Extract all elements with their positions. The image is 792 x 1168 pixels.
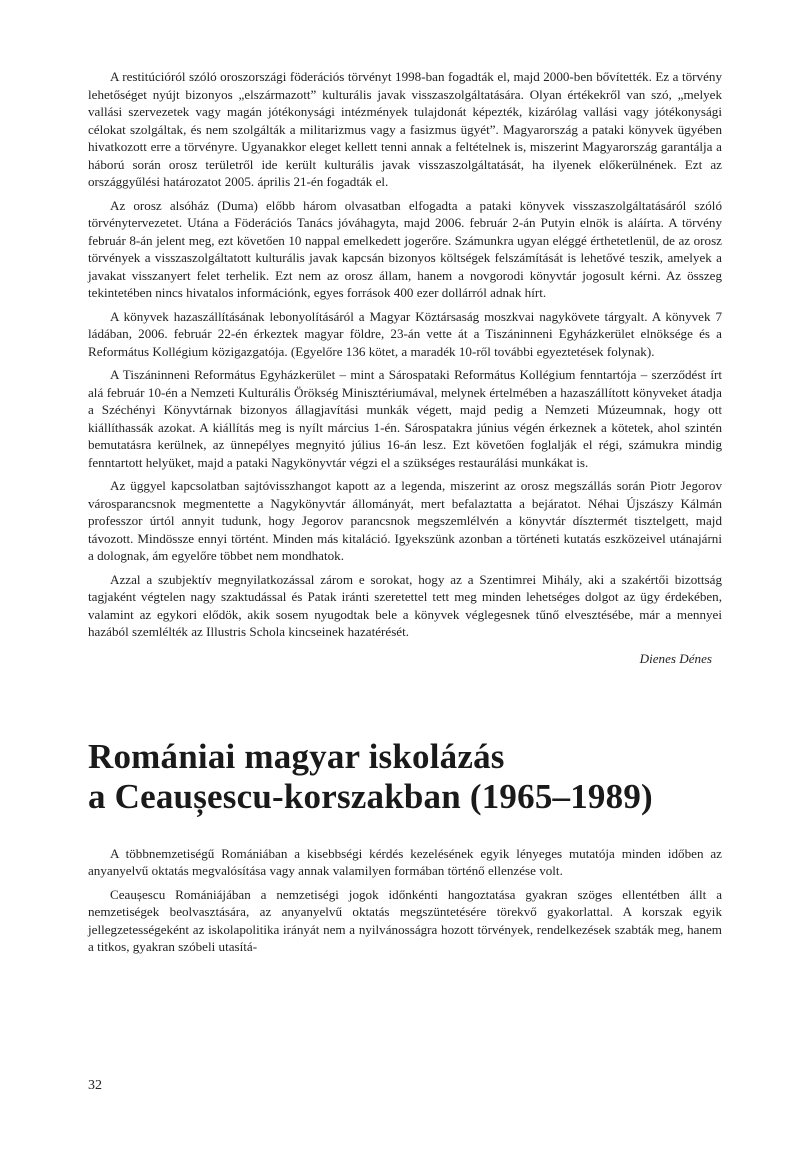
paragraph: A többnemzetiségű Romániában a kisebbségi kérdés kezelésének egyik lényeges mutatója minden időben az anyanyelvű oktatás megvalósítása vagy annak valamilyen formában történő ellenzése volt.: [88, 845, 722, 878]
article-title-line-2: a Ceaușescu-korszakban (1965–1989): [88, 776, 653, 816]
article-schooling-body: [88, 845, 722, 956]
article-title: [88, 737, 722, 817]
paragraph: Az üggyel kapcsolatban sajtóvisszhangot kapott az a legenda, miszerint az orosz megszállás során Piotr Jegorov városparancsnok megmentette a Nagykönyvtár állományát, mert befalaztatta a bejáratot. Néhai Újszászy Kálmán professzor úrtól annyit tudunk, hogy Jegorov parancsnok megszemlélvén a könyvtár dísztermét tisztelgett, majd távozott. Mindössze ennyi történt. Minden más kitaláció. Igyekszünk azonban a történeti kutatás eszközeivel utánajárni a dolognak, ám egyelőre többet nem mondhatok.: [88, 478, 722, 563]
article-restitution-body: [88, 68, 722, 641]
paragraph: A könyvek hazaszállításának lebonyolításáról a Magyar Köztársaság moszkvai nagykövete tárgyalt. A könyvek 7 ládában, 2006. február 22-én érkeztek magyar földre, 23-án vette át a Tiszáninneni Egyházkerület elnöksége és a Református Kollégium közigazgatója. (Egyelőre 136 kötet, a maradék 10-ről további egyeztetések folynak).: [88, 308, 722, 359]
paragraph: Ceaușescu Romániájában a nemzetiségi jogok időnkénti hangoztatása gyakran szöges ellentétben állt a nemzetiségek beolvasztására, az anyanyelvű oktatás megszüntetésére törekvő gyakorlattal. A korszak egyik jellegzetességeként az iskolapolitika irányát nem a nyilvánosságra hozott törvények, rendelkezések szabták meg, hanem a titkos, gyakran szóbeli utasítá-: [88, 886, 722, 954]
paragraph: Az orosz alsóház (Duma) előbb három olvasatban elfogadta a pataki könyvek visszaszolgáltatásáról szóló törvénytervezetet. Utána a Föderációs Tanács jóváhagyta, majd 2006. február 2-án Putyin elnök is aláírta. A törvény február 8-án jelent meg, ezt követően 10 nappal emelkedett jogerőre. Számunkra ugyan eléggé érthetetlenül, de az orosz törvények a visszaszolgáltatott kulturális javak kapcsán bizonyos költségek felszámítását is lehetővé teszik, amelyek a javakat visszanyert felet terhelik. Ezt nem az orosz állam, hanem a novgorodi könyvtár jogosult kérni. Az összeg tekintetében nincs hivatalos információnk, egyes források 400 ezer dollárról adnak hírt.: [88, 197, 722, 300]
paragraph: A Tiszáninneni Református Egyházkerület – mint a Sárospataki Református Kollégium fenntartója – szerződést írt alá február 10-én a Nemzeti Kulturális Örökség Minisztériumával, melynek értelmében a hazaszállított könyveket átadja a Széchényi Könyvtárnak bizonyos állagjavítási munkák végett, majd pedig a Nemzeti Múzeumnak, hogy ott kiállíthassák azokat. A kiállítás meg is nyílt március 1-én. Sárospatakra június végén érkeznek a kötetek, ahol szintén bemutatásra kerülnek, az ünnepélyes megnyitó július 16-án lesz. Ezt követően foglalják el régi, számukra mindig fenntartott helyüket, majd a pataki Nagykönyvtár végzi el a szükséges restaurálási munkákat is.: [88, 367, 722, 470]
paragraph: Azzal a szubjektív megnyilatkozással zárom e sorokat, hogy az a Szentimrei Mihály, aki a szakértői bizottság tagjaként végtelen nagy szaktudással és Patak iránti szeretettel tett meg minden lehetséges dolgot az ügy érdekében, valamint az egykori elődök, akik sosem nyugodtak bele a könyvek véglegesnek tűnő elvesztésébe, már a mennyei hazából szemlélték az Illustris Schola kincseinek hazatérését.: [88, 571, 722, 639]
paragraph: A restitúcióról szóló oroszországi föderációs törvényt 1998-ban fogadták el, majd 2000-ben bővítették. Ez a törvény lehetőséget nyújt bizonyos „elszármazott” kulturális javak visszaszolgáltatására. Olyan értékekről van szó, „melyek vallási szervezetek vagy magán jótékonysági intézmények tulajdonát képezték, kizárólag vallási vagy jótékonysági célokat szolgáltak, és nem szolgálták a militarizmus vagy a fasizmus ügyét”. Magyarország a pataki könyvek ügyében hivatkozott erre a törvényre. Ugyanakkor eleget kellett tenni annak a feltételnek is, miszerint Magyarország garantálja a háború során orosz területről ide került kulturális javak visszaszolgáltatását, ha ilyenek előkerülnének. Ezt az országgyűlési határozatot 2005. április 21-én fogadták el.: [88, 69, 722, 189]
page-number: 32: [88, 1078, 102, 1093]
document-page: [88, 68, 722, 1148]
author-signature: Dienes Dénes: [639, 650, 712, 666]
article-title-line-1: Romániai magyar iskolázás: [88, 736, 505, 776]
